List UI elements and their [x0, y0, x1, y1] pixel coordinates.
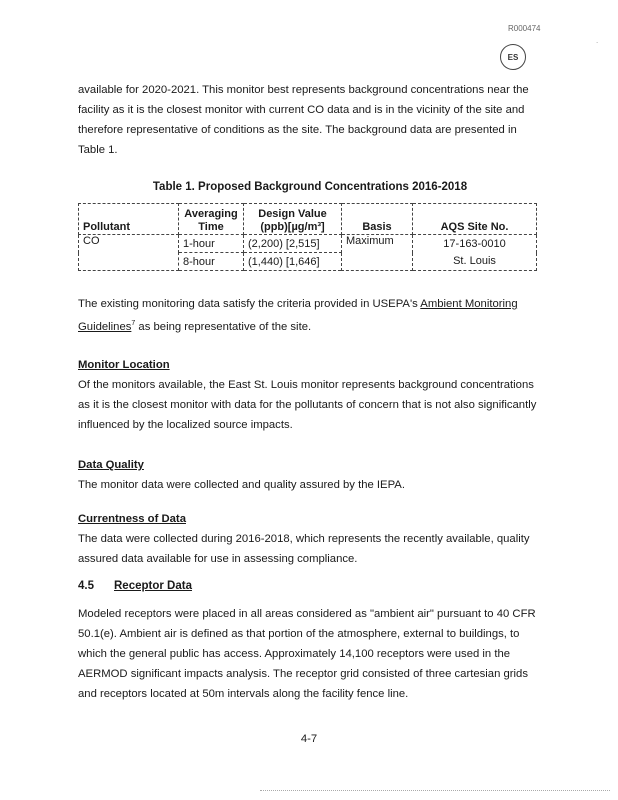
- guidelines-text: The existing monitoring data satisfy the criteria provided in USEPA's: [78, 298, 421, 310]
- guidelines-paragraph: [78, 294, 540, 337]
- cell-aqs-site: [413, 235, 537, 271]
- monitor-location-text: Of the monitors available, the East St. Louis monitor represents background concentrations as it is the closest monitor with data for the pollutants of concern that is not also significantly influenced by the localized source impacts.: [78, 379, 537, 431]
- section-number: 4.5: [78, 580, 94, 592]
- header-design-value: Design Value (ppb)[µg/m³]: [244, 204, 342, 235]
- aqs-site-number: 17-163-0010: [443, 237, 506, 250]
- data-quality-text: The monitor data were collected and quality assured by the IEPA.: [78, 479, 405, 491]
- cell-value: (1,440) [1,646]: [244, 253, 342, 271]
- section-title: Receptor Data: [114, 580, 192, 592]
- margin-mark: .: [596, 36, 599, 45]
- receptor-paragraph: Modeled receptors were placed in all areas considered as "ambient air" pursuant to 40 CFR 50.1(e). Ambient air is defined as that portion of the atmosphere, external to buildings, to which the general public has access. Approximately 14,100 receptors were used in the AERMOD significant impacts analysis. The receptor grid consisted of three cartesian grids and receptors located at 50m intervals along the facility fence line.: [78, 608, 536, 700]
- footnote-ref: 7: [131, 320, 136, 327]
- guidelines-link[interactable]: Ambient Monitoring Guidelines: [78, 298, 518, 333]
- cell-pollutant: CO: [79, 235, 179, 271]
- header-pollutant: Pollutant: [79, 204, 179, 235]
- intro-paragraph: available for 2020-2021. This monitor best represents background concentrations near the facility as it is the closest monitor with current CO data and is in the vicinity of the site and therefore representative of conditions as the site. The background data are presented in Table 1.: [78, 84, 529, 156]
- header-basis: Basis: [342, 204, 413, 235]
- aqs-site-name: St. Louis: [453, 254, 496, 267]
- company-logo: ES: [500, 44, 526, 70]
- guidelines-text-end: as being representative of the site.: [135, 320, 312, 333]
- header-aqs-site: AQS Site No.: [413, 204, 537, 235]
- table-row: [79, 235, 537, 253]
- section-monitor-location: [78, 355, 540, 435]
- page-number: 4-7: [300, 733, 318, 745]
- background-concentrations-table: [78, 203, 537, 271]
- section-currentness: [78, 509, 540, 569]
- section-4-5-heading: [78, 580, 192, 592]
- footer-divider: [260, 790, 610, 791]
- document-id: R000474: [508, 24, 541, 33]
- currentness-text: The data were collected during 2016-2018, which represents the recently available, quality assured data available for use in assessing compliance.: [78, 533, 530, 565]
- monitor-location-heading: Monitor Location: [78, 359, 170, 371]
- cell-value: (2,200) [2,515]: [244, 235, 342, 253]
- data-quality-heading: Data Quality: [78, 459, 144, 471]
- cell-time: 1-hour: [179, 235, 244, 253]
- cell-basis: Maximum: [342, 235, 413, 271]
- section-data-quality: [78, 455, 540, 495]
- table-title: Table 1. Proposed Background Concentrations 2016-2018: [152, 181, 468, 193]
- cell-time: 8-hour: [179, 253, 244, 271]
- table-header-row: [79, 204, 537, 235]
- currentness-heading: Currentness of Data: [78, 513, 186, 525]
- header-averaging-time: Averaging Time: [179, 204, 244, 235]
